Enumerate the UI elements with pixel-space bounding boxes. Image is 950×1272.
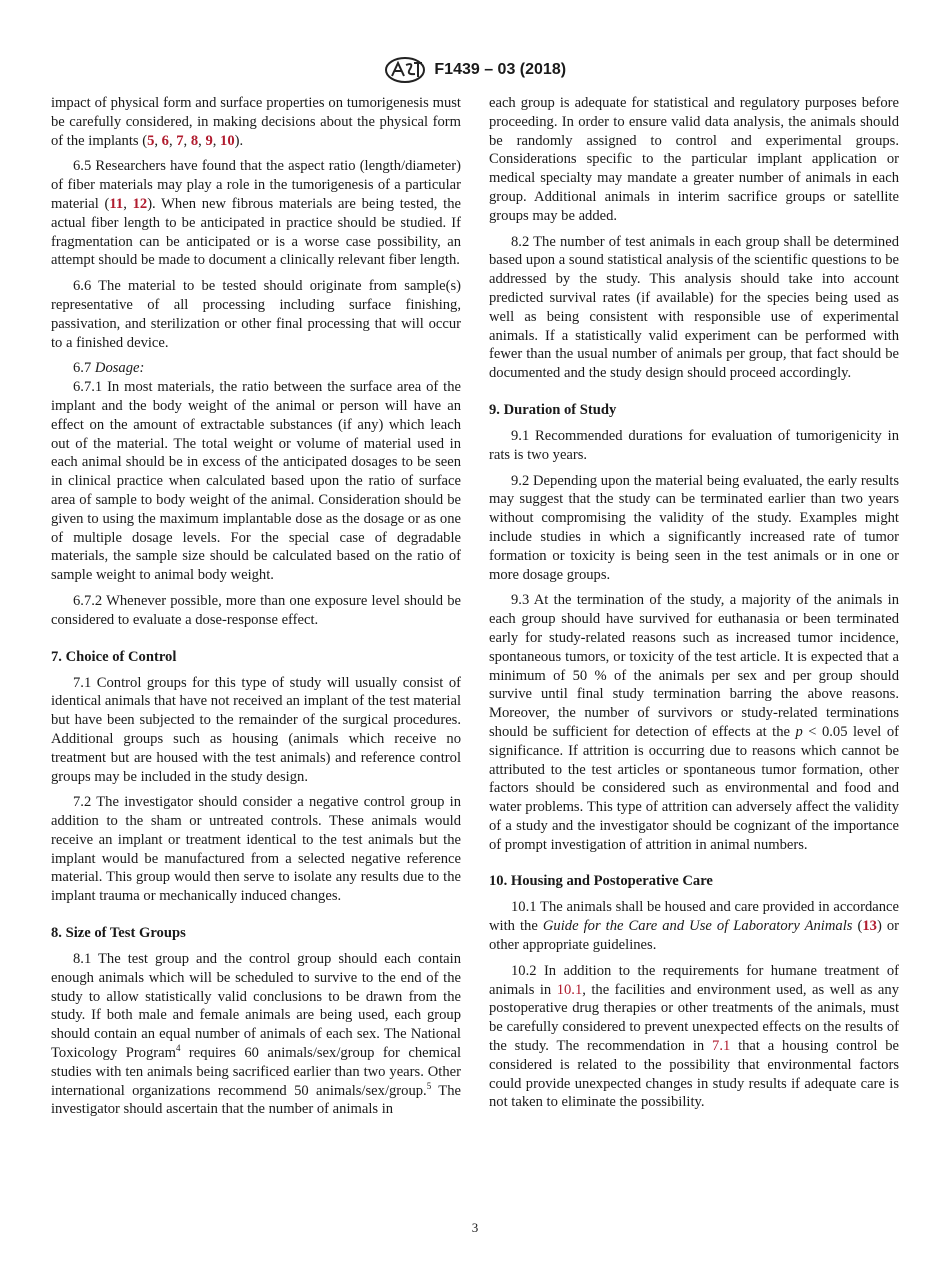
paragraph-9-3: 9.3 At the termination of the study, a majority of the animals in each group should have survived for euthanasia or been terminated early for study-related reasons such as increased tumor incidence, spontaneous tumors, or toxicity of the test article. It is expected that a minimum of 50 % of the animals per sex and per group should survive until final study termination barring the above reasons. Moreover, the number of survivors or study-related terminations should be sufficient for detection of effects at the p < 0.05 level of significance. If attrition is occurring due to reasons which cannot be attributed to the test articles or spontaneous tumor formation, other factors should be considered such as environmental and food and water problems. This type of attrition can adversely affect the validity of a study and the investigator should be cognizant of the importance of prompt investigation of attrition in animal numbers.: [489, 592, 899, 853]
section-heading-8: 8. Size of Test Groups: [51, 925, 186, 942]
paragraph-8-2: 8.2 The number of test animals in each group shall be determined based upon a sound statistical analysis of the scientific questions to be addressed by the study. This analysis should take into account predicted survival rates (if available) for the species being used as well as being consistent with responsible use of experimental animals. If a statistically valid experiment can be performed with fewer than the usual number of animals per group, that fact should be documented and the study design should proceed accordingly.: [489, 233, 899, 382]
paragraph-10-2: 10.2 In addition to the requirements for humane treatment of animals in 10.1, the facilities and environment used, as well as any postoperative drug therapies or other treatments of the animals, must be carefully considered to prevent unexpected effects on the results of the study. The recommendation in 7.1 that a housing control be considered is related to the possibility that environmental factors could provide unexpected changes in study results if adequate care is not taken to eliminate the possibility.: [489, 962, 899, 1111]
ref-link[interactable]: 7: [176, 132, 184, 149]
ref-link[interactable]: 13: [862, 918, 877, 935]
ref-link[interactable]: 6: [161, 132, 169, 149]
ref-link[interactable]: 8: [190, 132, 199, 149]
paragraph-8-1-continued: each group is adequate for statistical and regulatory purposes before proceeding. In order to ensure valid data analysis, the animals should be randomly assigned to control and experimental groups. Considerations specific to the particular implant application or medical specialty may mandate a greater number of animals in each group. Additional animals in interim sacrifice groups or satellite groups may be added.: [489, 95, 899, 224]
ref-link[interactable]: 11: [109, 195, 124, 212]
ref-link[interactable]: 12: [132, 195, 148, 212]
paragraph-6-6: 6.6 The material to be tested should originate from sample(s) representative of all processing including surface finishing, passivation, and sterilization or other final processing that will occur to a finished device.: [51, 278, 461, 351]
paragraph-6-7-1: 6.7.1 In most materials, the ratio between the surface area of the implant and the body weight of the animal or person will have an effect on the amount of extractable substances (if any) which leach out of the material. The total weight or volume of material used in each animal should be in excess of the anticipated dosages to be seen in clinical practice when calculated based upon the ratio of surface area of sample to body weight of the animal. Consideration should be given to using the maximum implantable dose as the dosage or as one of multiple dosage levels. For the special case of degradable materials, the sample size should be calculated based on the ratio of sample weight to animal body weight.: [51, 379, 461, 584]
paragraph-9-2: 9.2 Depending upon the material being evaluated, the early results may suggest that the study can be terminated earlier than two years without compromising the validity of the study. Examples might include studies in which a significantly increased rate of tumor formation or toxicity is being seen in the test animals or in one or more dosage groups.: [489, 472, 899, 583]
section-xref-link[interactable]: 7.1: [712, 1038, 731, 1055]
paragraph-8-1: 8.1 The test group and the control group should each contain enough animals which will be scheduled to survive to the end of the study to allow statistically valid conclusions to be drawn from the study. If both male and female animals are being used, each group should contain an equal number of animals of each sex. The National Toxicology Program$^4$ requires 60 animals/sex/group for chemical studies with ten animals being sacrificed earlier than two years. Other international organizations recommend 50 animals/sex/group.$^5$ The investigator should ascertain that the number of animals in: [51, 951, 462, 1118]
paragraph-6-7-2: 6.7.2 Whenever possible, more than one exposure level should be considered to evaluate a dose-response effect.: [51, 592, 461, 628]
left-column: [51, 94, 461, 1126]
section-heading-9: 9. Duration of Study: [489, 401, 617, 418]
footnote-marker[interactable]: 5: [426, 1080, 432, 1091]
footnote-marker[interactable]: 4: [175, 1043, 181, 1054]
paragraph-6-5: 6.5 Researchers have found that the aspect ratio (length/diameter) of fiber materials may play a role in the tumorigenesis of a particular material (11, 12). When new fibrous materials are being tested, the actual fiber length to be anticipated in practice should be studied. If fragmentation can be anticipated or is a worse case possibility, an attempt should be made to document a clinically relevant fiber length.: [51, 158, 462, 269]
right-column: [489, 94, 899, 1119]
ref-link[interactable]: 10: [220, 132, 235, 149]
paragraph-7-2: 7.2 The investigator should consider a negative control group in addition to the sham or untreated controls. These animals would receive an implant or treatment identical to the test animals but the implant would be manufactured from a selected negative reference material. This group would then serve to isolate any results due to the implant trauma or mechanically induced changes.: [51, 794, 461, 905]
document-title: F1439 – 03 (2018): [434, 61, 567, 78]
ref-link[interactable]: 5: [147, 132, 155, 149]
paragraph-9-1: 9.1 Recommended durations for evaluation of tumorigenicity in rats is two years.: [489, 427, 899, 463]
paragraph-10-1: 10.1 The animals shall be housed and care provided in accordance with the Guide for the Care and Use of Laboratory Animals (13) or other appropriate guidelines.: [489, 899, 900, 954]
paragraph-6-7-heading: 6.7 Dosage:: [73, 360, 145, 377]
paragraph-6-4-continued: impact of physical form and surface properties on tumorigenesis must be carefully considered, in making decisions about the physical form of the implants (5, 6, 7, 8, 9, 10).: [51, 95, 461, 149]
ref-link[interactable]: 9: [205, 132, 213, 149]
section-heading-7: 7. Choice of Control: [51, 648, 177, 665]
page-number: 3: [471, 1220, 479, 1235]
paragraph-7-1: 7.1 Control groups for this type of study will usually consist of identical animals that have not received an implant of the test material but have been subjected to the remainder of the surgical procedures. Additional groups such as housing (animals which receive no treatment but are housed with the test animals) and reference control groups may be included in the study design.: [51, 674, 461, 785]
astm-logo-icon: [384, 56, 426, 84]
section-xref-link[interactable]: 10.1: [556, 981, 583, 998]
page-header: [0, 56, 950, 84]
section-heading-10: 10. Housing and Postoperative Care: [489, 873, 713, 890]
